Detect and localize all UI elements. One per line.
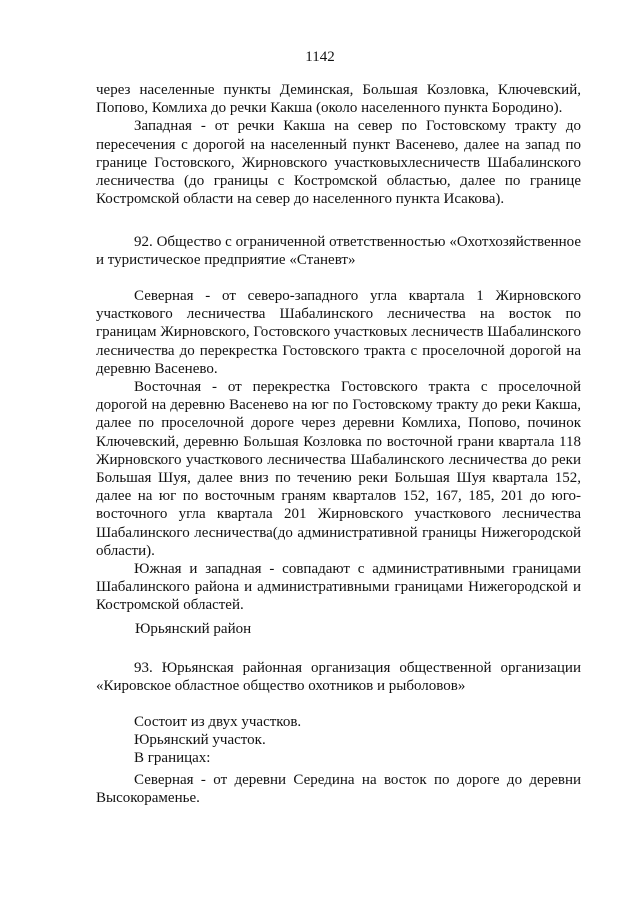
entry-93-title: 93. Юрьянская районная организация общественной организации «Кировское областное общество охотников и рыболовов» — [96, 660, 581, 695]
entry-92-title-block — [96, 233, 581, 269]
continuation-paragraph: через населенные пункты Деминская, Большая Козловка, Ключевский, Попово, Комлиха до речки Какша (около населенного пункта Бородино). — [96, 82, 581, 117]
entry-93-lines — [96, 713, 581, 768]
entry-92-body — [96, 287, 581, 615]
section1-text — [96, 81, 581, 208]
entry-92-title: 92. Общество с ограниченной ответственностью «Охотхозяйственное и туристическое предприятие «Станевт» — [96, 234, 581, 269]
entry-92-south-west-paragraph: Южная и западная - совпадают с административными границами Шабалинского района и административными границами Нижегородской и Костромской областей. — [96, 561, 581, 614]
entry-93-line-3: В границах: — [134, 750, 211, 767]
page-number: 1142 — [305, 49, 335, 65]
entry-92-north-paragraph: Северная - от северо-западного угла квартала 1 Жирновского участкового лесничества Шабалинского лесничества на восток по границам Жирновского, Гостовского участковых лесничеств Шабалинского лесничества до перекрестка Гостовского тракта с проселочной дорогой на деревню Васенево. — [96, 288, 581, 377]
entry-93-line-2: Юрьянский участок. — [134, 732, 266, 749]
entry-93-line-1: Состоит из двух участков. — [134, 714, 302, 730]
entry-93-north-paragraph: Северная - от деревни Середина на восток по дороге до деревни Высокораменье. — [96, 772, 581, 807]
district-heading: Юрьянский район — [135, 621, 252, 637]
west-boundary-paragraph: Западная - от речки Какша на север по Гостовскому тракту до пересечения с дорогой на населенный пункт Васенево, далее на запад по границе Гостовского, Жирновского участковыхлесничеств Шабалинского лесничества (до границы с Костромской областью, далее по границе Костромской области на север до населенного пункта Исакова). — [96, 118, 581, 208]
entry-93-title-block — [96, 659, 581, 695]
entry-93-north-block — [96, 771, 581, 807]
entry-92-east-paragraph: Восточная - от перекрестка Гостовского тракта с проселочной дорогой на деревню Васенево на юг по Гостовскому тракту до реки Какша, далее по проселочной дороге через деревни Комлиха, Попово, починок Ключевский, деревню Большая Козловка по восточной грани квартала 118 Жирновского участкового лесничества Шабалинского лесничества до реки Большая Шуя, далее вниз по течению реки Большая Шуя квартала 152, далее на юг по восточным граням кварталов 152, 167, 185, 201 до юго-восточного угла квартала 201 Жирновского участкового лесничества Шабалинского лесничества(до административной границы Нижегородской области). — [96, 379, 581, 559]
